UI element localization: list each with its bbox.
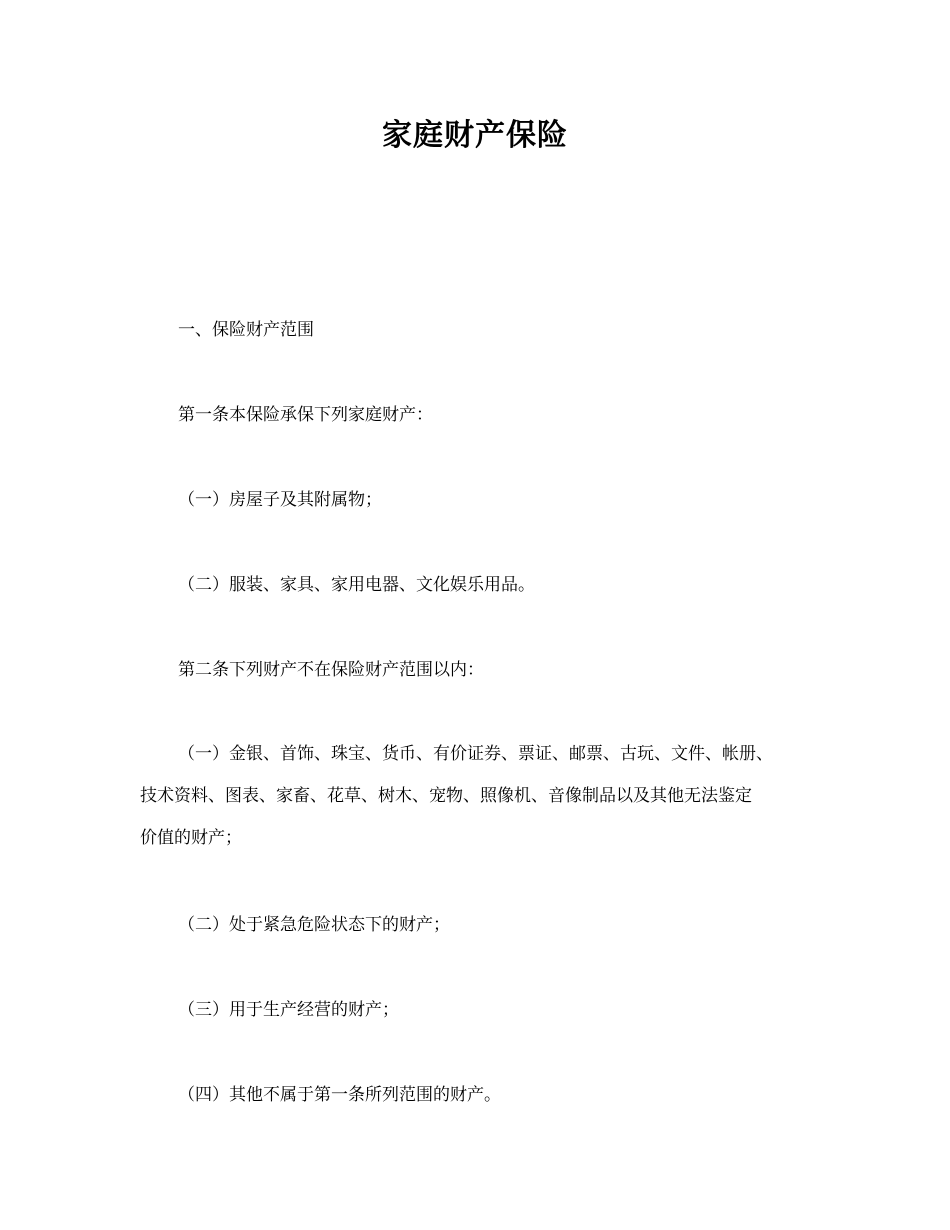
article-2-paragraph: 第二条下列财产不在保险财产范围以内： [178,660,484,680]
article-1-item-1: （一）房屋子及其附属物； [178,490,382,510]
article-2-item-1-line: （一）金银、首饰、珠宝、货币、有价证券、票证、邮票、古玩、文件、帐册、 [178,744,773,764]
article-2-item-4: （四）其他不属于第一条所列范围的财产。 [178,1085,501,1105]
article-2-item-3: （三）用于生产经营的财产； [178,1000,399,1020]
article-2-item-1-line: 价值的财产； [140,828,242,848]
article-2-item-1-line: 技术资料、图表、家畜、花草、树木、宠物、照像机、音像制品以及其他无法鉴定 [140,786,752,806]
article-2-item-1 [140,733,830,859]
article-1-item-2: （二）服装、家具、家用电器、文化娱乐用品。 [178,575,535,595]
section-heading-insured-property-scope: 一、保险财产范围 [178,320,314,340]
page-title: 家庭财产保险 [382,118,568,153]
article-1-paragraph: 第一条本保险承保下列家庭财产： [178,405,433,425]
article-2-item-2: （二）处于紧急危险状态下的财产； [178,915,450,935]
